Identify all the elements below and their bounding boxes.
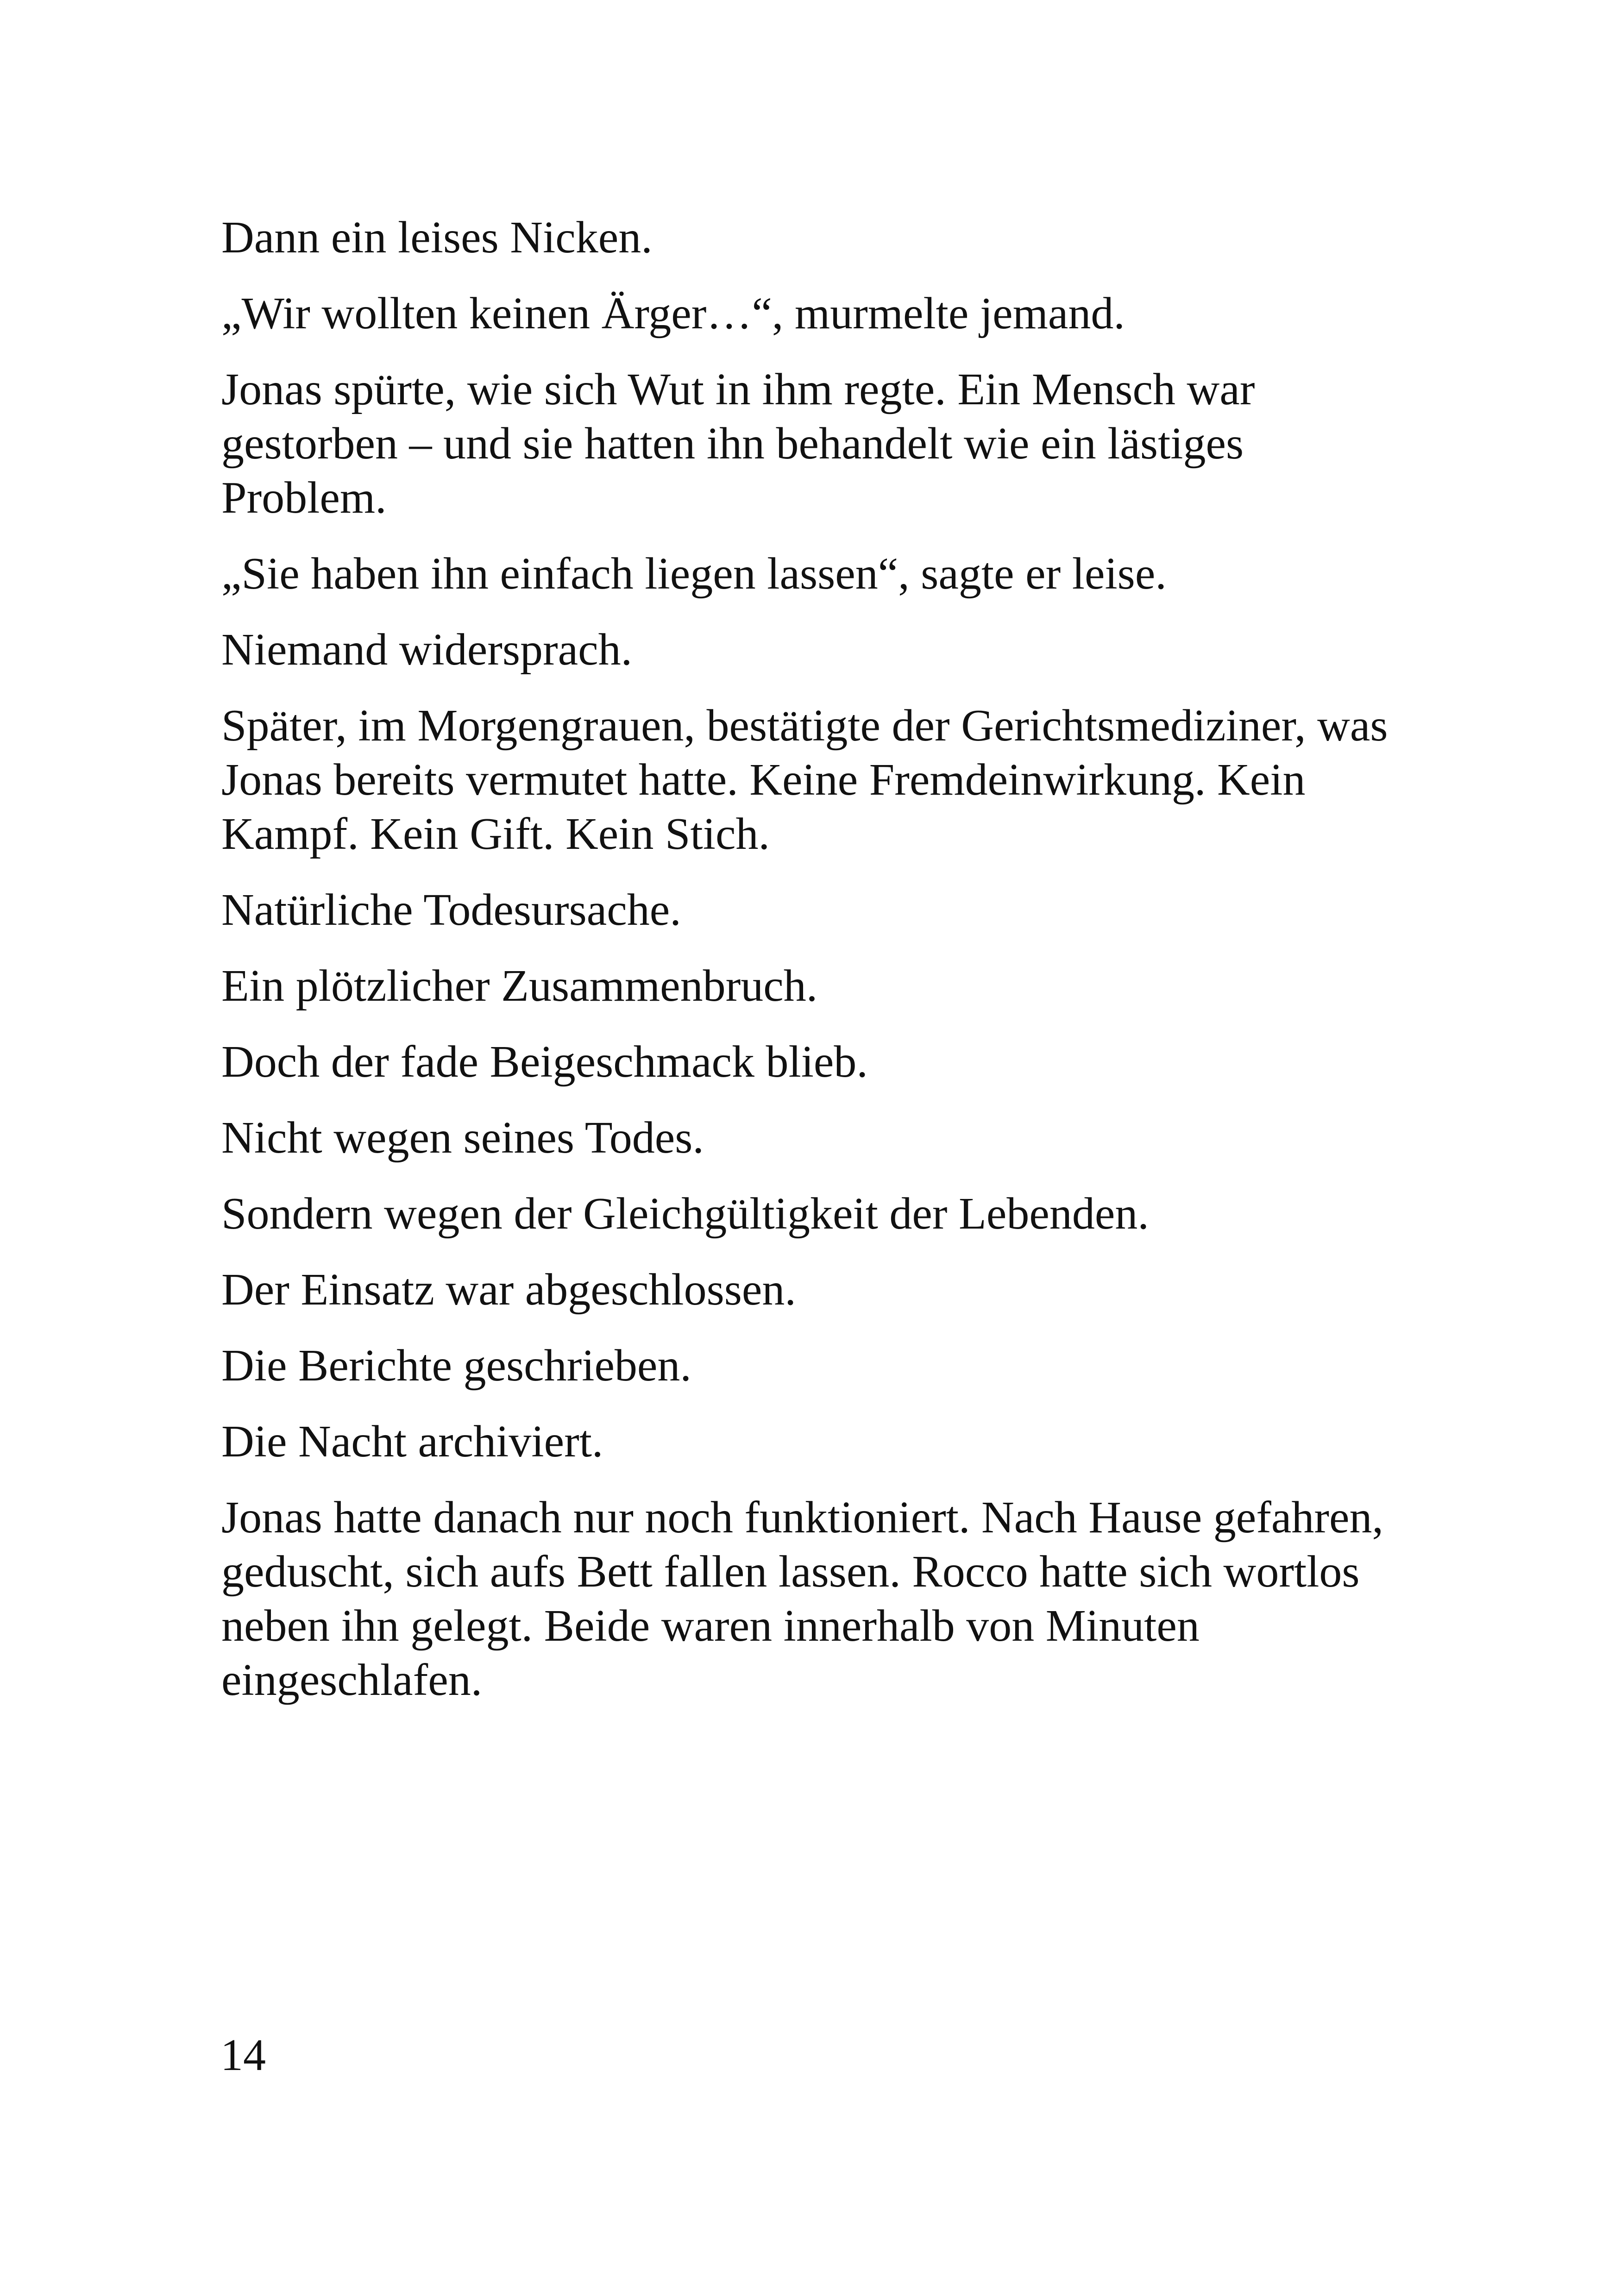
- paragraph: Die Nacht archiviert.: [221, 1417, 603, 1467]
- paragraph: Doch der fade Beigeschmack blieb.: [221, 1037, 868, 1087]
- paragraph: Natürliche Todesursache.: [221, 885, 681, 935]
- body-text: [221, 211, 1389, 1729]
- paragraph: Dann ein leises Nicken.: [221, 213, 653, 263]
- paragraph: Nicht wegen seines Todes.: [221, 1113, 704, 1163]
- paragraph: Jonas hatte danach nur noch funktioniert. Nach Hause gefahren, geduscht, sich aufs Bett fallen lassen. Rocco hatte sich wortlos neben ihn gelegt. Beide waren innerhalb von Minuten eingeschlafen.: [221, 1493, 1383, 1705]
- paragraph: Jonas spürte, wie sich Wut in ihm regte. Ein Mensch war gestorben – und sie hatten ihn behandelt wie ein lästiges Problem.: [221, 364, 1255, 523]
- paragraph: „Wir wollten keinen Ärger…“, murmelte jemand.: [221, 289, 1125, 339]
- paragraph: Später, im Morgengrauen, bestätigte der Gerichtsmediziner, was Jonas bereits vermutet hatte. Keine Fremdeinwirkung. Kein Kampf. Kein Gift. Kein Stich.: [221, 701, 1388, 859]
- paragraph: Der Einsatz war abgeschlossen.: [221, 1265, 796, 1315]
- paragraph: Die Berichte geschrieben.: [221, 1341, 691, 1391]
- paragraph: Ein plötzlicher Zusammenbruch.: [221, 961, 818, 1011]
- paragraph: Sondern wegen der Gleichgültigkeit der Lebenden.: [221, 1189, 1149, 1239]
- paragraph: Niemand widersprach.: [221, 625, 633, 675]
- paragraph: „Sie haben ihn einfach liegen lassen“, sagte er leise.: [221, 549, 1167, 599]
- page-number: 14: [220, 2030, 266, 2080]
